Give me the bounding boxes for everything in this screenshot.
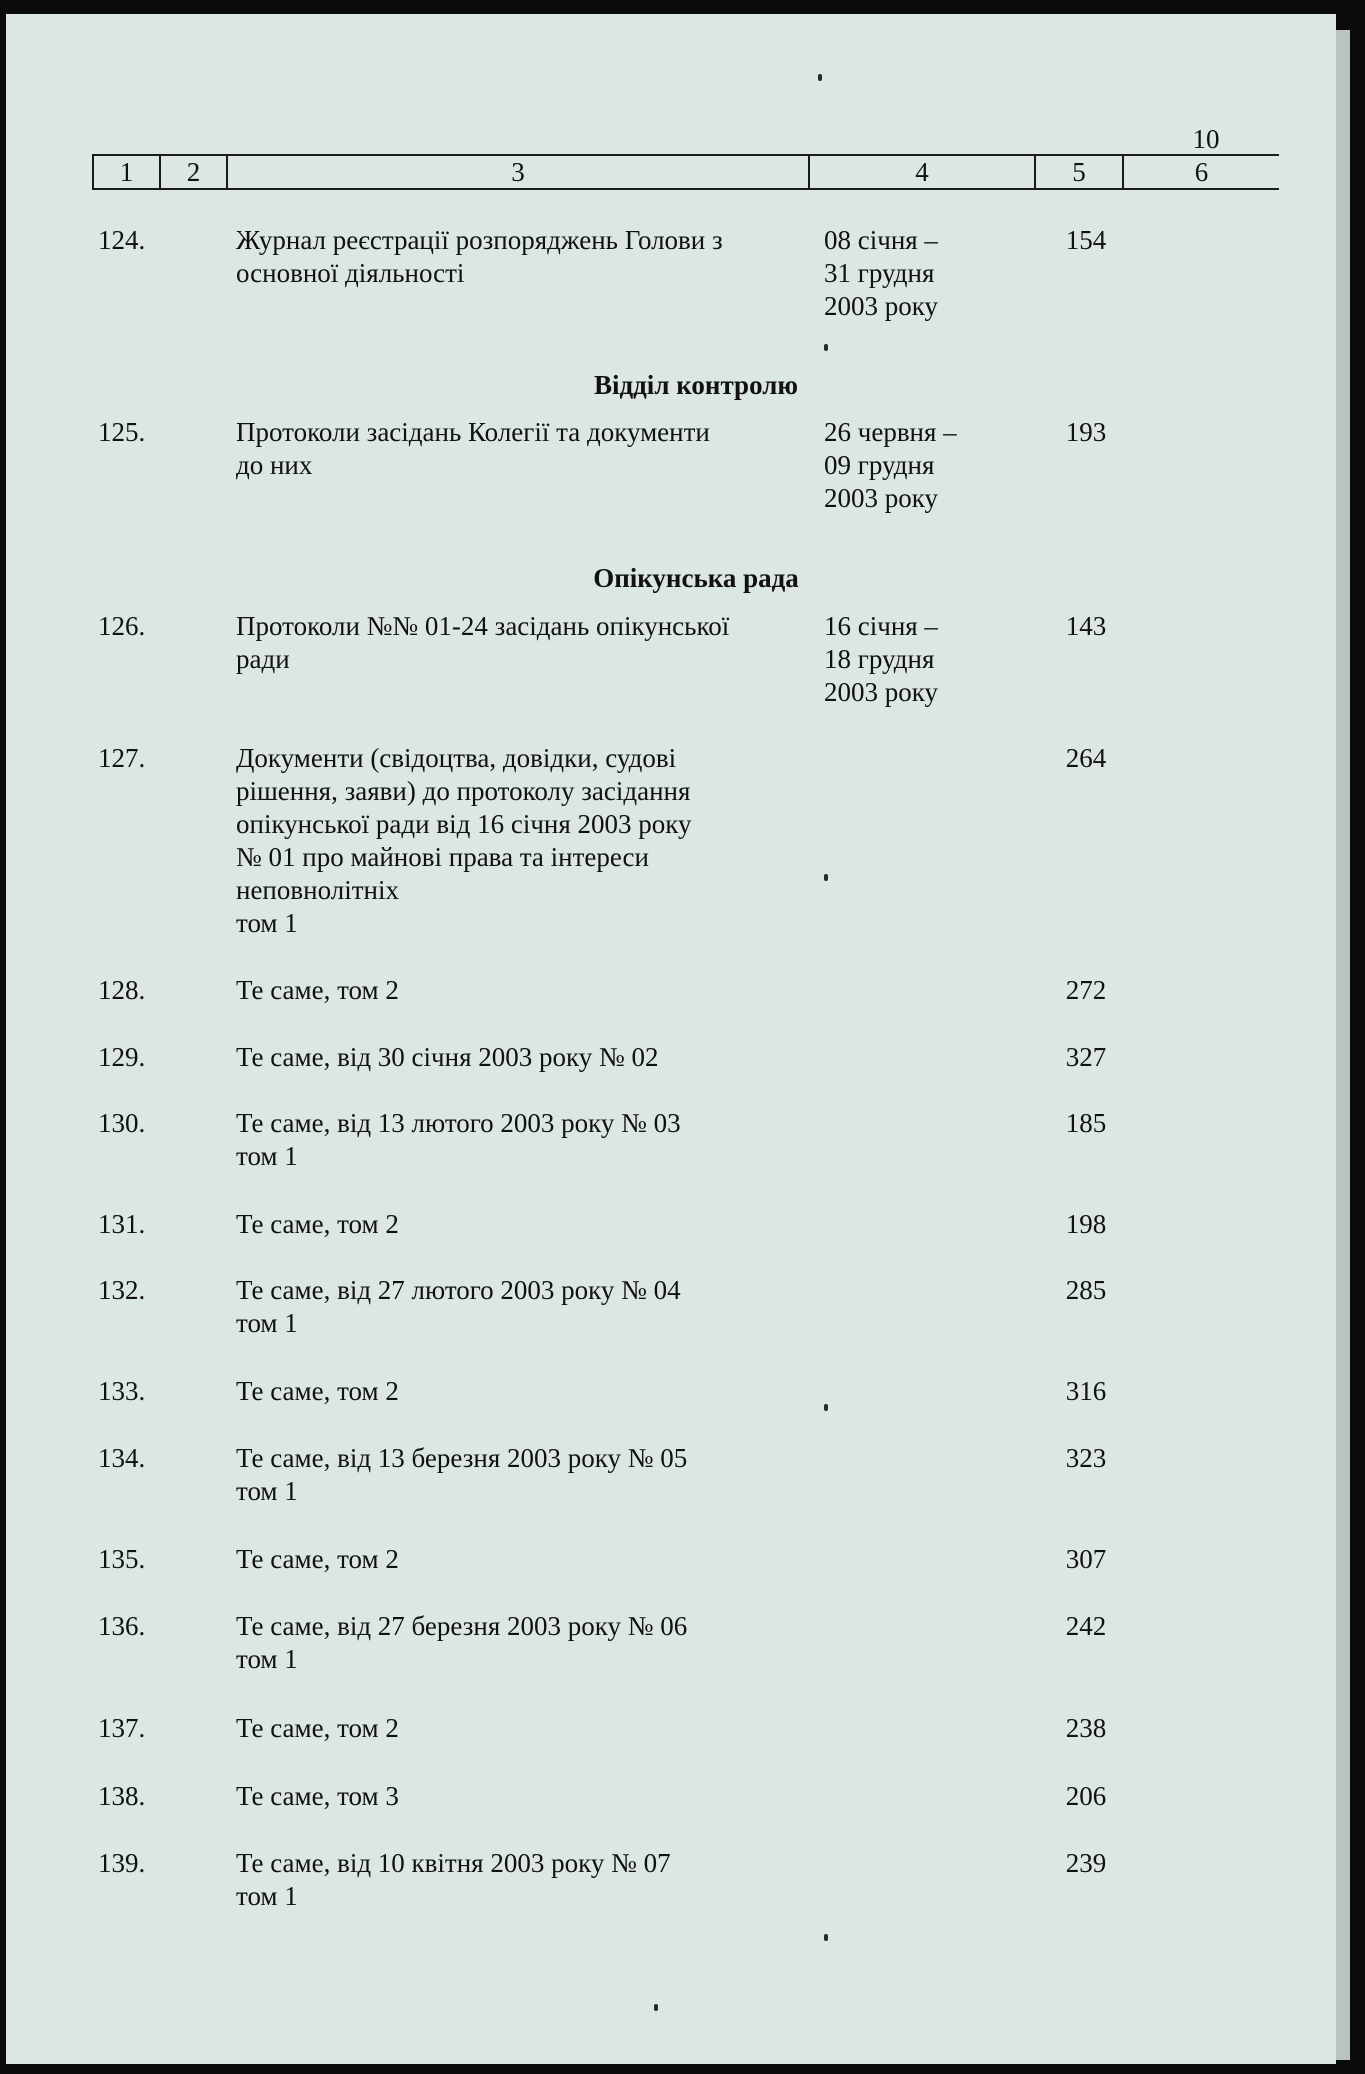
entry-sheet-count: 242 bbox=[1065, 1611, 1107, 1641]
entry-title: Те саме, від 27 лютого 2003 року № 04 том 1 bbox=[236, 1275, 681, 1338]
entry-title: Те саме, від 27 березня 2003 року № 06 том 1 bbox=[236, 1611, 688, 1674]
section-heading-text: Опікунська рада bbox=[593, 563, 799, 593]
entry-title: Те саме, від 30 січня 2003 року № 02 bbox=[236, 1042, 659, 1072]
entry-sheet-count: 327 bbox=[1065, 1042, 1107, 1072]
entry-title: Те саме, том 2 bbox=[236, 1713, 399, 1743]
entry-sheet-count: 316 bbox=[1065, 1376, 1107, 1406]
section-heading-text: Відділ контролю bbox=[593, 370, 799, 400]
entry-number: 130. bbox=[98, 1108, 146, 1138]
entry-title: Те саме, від 10 квітня 2003 року № 07 том 1 bbox=[236, 1848, 671, 1911]
entry-sheet-count: 239 bbox=[1065, 1848, 1107, 1878]
entry-number: 139. bbox=[98, 1848, 146, 1878]
entry-title: Те саме, том 2 bbox=[236, 1376, 399, 1406]
entry-number: 133. bbox=[98, 1376, 146, 1406]
entry-number: 128. bbox=[98, 975, 146, 1005]
entry-number: 124. bbox=[98, 225, 146, 255]
entry-sheet-count: 143 bbox=[1065, 611, 1107, 641]
entry-number: 136. bbox=[98, 1611, 146, 1641]
entry-sheet-count: 285 bbox=[1065, 1275, 1107, 1305]
entry-number: 134. bbox=[98, 1443, 146, 1473]
entry-title: Те саме, від 13 березня 2003 року № 05 том 1 bbox=[236, 1443, 688, 1506]
entry-title: Те саме, том 2 bbox=[236, 975, 399, 1005]
entry-dates: 26 червня – 09 грудня 2003 року bbox=[824, 417, 957, 513]
column-header-2: 2 bbox=[160, 155, 227, 189]
entry-title: Те саме, від 13 лютого 2003 року № 03 том 1 bbox=[236, 1108, 681, 1171]
column-header-3: 3 bbox=[227, 155, 809, 189]
archive-inventory-page bbox=[6, 14, 1336, 2064]
scan-speck bbox=[824, 1404, 828, 1411]
entry-number: 127. bbox=[98, 743, 146, 773]
entry-sheet-count: 206 bbox=[1065, 1781, 1107, 1811]
entry-number: 129. bbox=[98, 1042, 146, 1072]
entry-sheet-count: 185 bbox=[1065, 1108, 1107, 1138]
entry-number: 131. bbox=[98, 1209, 146, 1239]
entry-title: Документи (свідоцтва, довідки, судові рішення, заяви) до протоколу засідання опікунської ради від 16 січня 2003 року № 01 про майнові права та інтереси неповнолітніх том 1 bbox=[236, 743, 692, 938]
column-header-6: 6 bbox=[1123, 155, 1279, 189]
entry-number: 132. bbox=[98, 1275, 146, 1305]
entry-dates: 16 січня – 18 грудня 2003 року bbox=[824, 611, 938, 707]
entry-sheet-count: 272 bbox=[1065, 975, 1107, 1005]
entry-sheet-count: 193 bbox=[1065, 417, 1107, 447]
column-header-1: 1 bbox=[93, 155, 160, 189]
entry-number: 138. bbox=[98, 1781, 146, 1811]
entry-title: Протоколи засідань Колегії та документи до них bbox=[236, 417, 710, 480]
entry-dates: 08 січня – 31 грудня 2003 року bbox=[824, 225, 938, 321]
entry-sheet-count: 198 bbox=[1065, 1209, 1107, 1239]
scan-speck bbox=[824, 1934, 828, 1941]
entry-number: 135. bbox=[98, 1544, 146, 1574]
entry-sheet-count: 238 bbox=[1065, 1713, 1107, 1743]
scan-speck bbox=[824, 874, 828, 881]
entry-title: Журнал реєстрації розпоряджень Голови з основної діяльності bbox=[236, 225, 723, 288]
entry-number: 137. bbox=[98, 1713, 146, 1743]
column-header-4: 4 bbox=[809, 155, 1035, 189]
entry-sheet-count: 154 bbox=[1065, 225, 1107, 255]
entry-sheet-count: 323 bbox=[1065, 1443, 1107, 1473]
entry-title: Те саме, том 3 bbox=[236, 1781, 399, 1811]
column-header-5: 5 bbox=[1035, 155, 1123, 189]
scan-speck bbox=[654, 2004, 658, 2011]
entry-title: Протоколи №№ 01-24 засідань опікунської ради bbox=[236, 611, 730, 674]
entry-sheet-count: 264 bbox=[1065, 743, 1107, 773]
scan-speck bbox=[818, 74, 822, 81]
entry-title: Те саме, том 2 bbox=[236, 1544, 399, 1574]
entry-title: Те саме, том 2 bbox=[236, 1209, 399, 1239]
entry-number: 125. bbox=[98, 417, 146, 447]
scan-speck bbox=[824, 344, 828, 351]
entry-number: 126. bbox=[98, 611, 146, 641]
column-header-row bbox=[92, 154, 1279, 190]
page-number: 10 bbox=[1192, 124, 1220, 154]
entry-sheet-count: 307 bbox=[1065, 1544, 1107, 1574]
